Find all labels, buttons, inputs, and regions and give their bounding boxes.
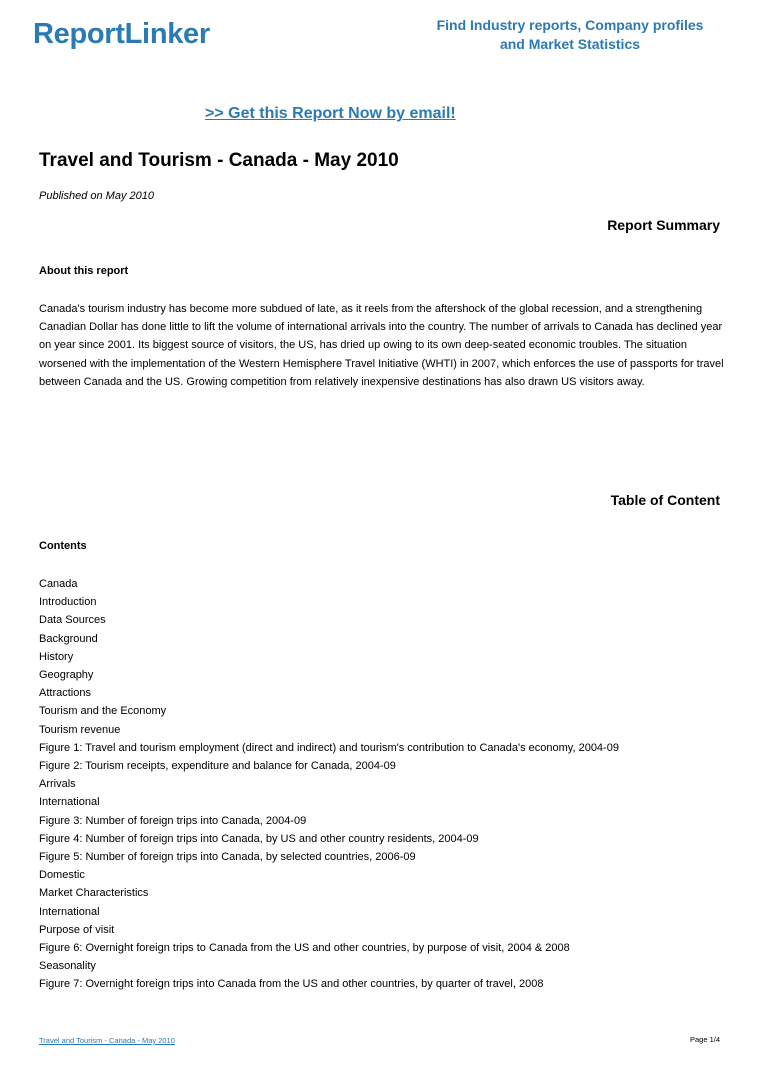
toc-item: Tourism revenue: [39, 723, 121, 736]
toc-item: Figure 5: Number of foreign trips into Canada, by selected countries, 2006-09: [39, 851, 416, 864]
tagline-line-1: Find Industry reports, Company profiles: [436, 17, 704, 33]
toc-item: Arrivals: [39, 778, 76, 791]
report-title: Travel and Tourism - Canada - May 2010: [39, 150, 399, 171]
summary-paragraph: Canada's tourism industry has become more subdued of late, as it reels from the aftershock of the global recession, and a strengthening Canadian Dollar has done little to lift the volume of international arrivals into the country. The number of arrivals to Canada has declined year on year since 2001. Its biggest source of visitors, the US, has dried up owing to its own deep-seated economic troubles. The situation worsened with the implementation of the Western Hemisphere Travel Initiative (WHTI) in 2007, which enforces the use of passports for travel between Canada and the US. Growing competition from relatively inexpensive destinations has also drawn US visitors away.: [39, 303, 724, 388]
header-tagline: [390, 16, 750, 54]
toc-item: Introduction: [39, 596, 97, 609]
toc-item: Canada: [39, 578, 78, 590]
toc-item: International: [39, 905, 100, 918]
toc-item: Seasonality: [39, 960, 96, 973]
table-of-content-heading: Table of Content: [610, 492, 720, 508]
toc-item: International: [39, 796, 100, 809]
toc-item: Figure 1: Travel and tourism employment (direct and indirect) and tourism's contribution to Canada's economy, 2004-09: [39, 741, 619, 754]
toc-item: Background: [39, 632, 98, 645]
toc-item: Geography: [39, 669, 94, 682]
toc-item: Domestic: [39, 869, 85, 882]
toc-list: [39, 575, 619, 994]
toc-item: Figure 4: Number of foreign trips into Canada, by US and other country residents, 2004-09: [39, 832, 479, 845]
published-date: Published on May 2010: [39, 190, 154, 202]
toc-item: History: [39, 650, 74, 663]
get-report-link[interactable]: >> Get this Report Now by email!: [205, 105, 456, 122]
toc-item: Data Sources: [39, 614, 106, 627]
toc-item: Purpose of visit: [39, 923, 115, 936]
toc-item: Figure 3: Number of foreign trips into Canada, 2004-09: [39, 814, 307, 827]
toc-item: Tourism and the Economy: [39, 705, 167, 718]
reportlinker-logo[interactable]: ReportLinker: [33, 18, 210, 50]
tagline-line-2: and Market Statistics: [499, 36, 641, 52]
toc-item: Figure 2: Tourism receipts, expenditure and balance for Canada, 2004-09: [39, 760, 396, 773]
about-report-heading: About this report: [39, 265, 129, 277]
toc-item: Attractions: [39, 687, 91, 700]
contents-label: Contents: [39, 540, 87, 552]
footer-report-link[interactable]: Travel and Tourism - Canada - May 2010: [39, 1036, 175, 1045]
toc-item: Market Characteristics: [39, 887, 149, 900]
report-summary-heading: Report Summary: [607, 217, 720, 233]
toc-item: Figure 6: Overnight foreign trips to Canada from the US and other countries, by purpose of visit, 2004 & 2008: [39, 942, 570, 955]
page-number: Page 1/4: [689, 1035, 720, 1044]
toc-item: Figure 7: Overnight foreign trips into Canada from the US and other countries, by quarter of travel, 2008: [39, 978, 544, 991]
